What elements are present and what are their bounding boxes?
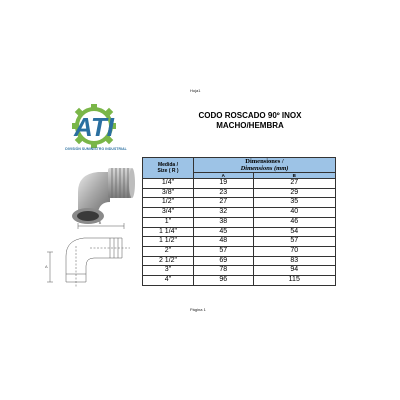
title-line-1: CODO ROSCADO 90º INOX: [198, 111, 302, 120]
technical-drawing: [40, 216, 140, 296]
col-a-header: A: [194, 173, 254, 179]
table-row: [143, 266, 336, 276]
table-row: [143, 256, 336, 266]
dim-a-cell: 57: [194, 246, 254, 256]
dim-a-cell: 38: [194, 217, 254, 227]
col-b-header: B: [253, 173, 335, 179]
dim-a-cell: 69: [194, 256, 254, 266]
dim-b-cell: 27: [253, 179, 335, 189]
size-cell: 3/4": [143, 208, 194, 218]
size-cell: 2": [143, 246, 194, 256]
dim-a-cell: 23: [194, 188, 254, 198]
dimension-label-a: A: [45, 264, 48, 269]
size-cell: 3/8": [143, 188, 194, 198]
dimensions-header-line-2: Dimensions (mm): [240, 165, 289, 172]
dim-b-cell: 46: [253, 217, 335, 227]
table-row: [143, 179, 336, 189]
dimensions-header: [194, 158, 336, 173]
size-cell: 3": [143, 266, 194, 276]
dim-b-cell: 83: [253, 256, 335, 266]
size-cell: 2 1/2": [143, 256, 194, 266]
table-row: [143, 188, 336, 198]
table-row: [143, 198, 336, 208]
dim-a-cell: 48: [194, 237, 254, 247]
dim-a-cell: 27: [194, 198, 254, 208]
dim-a-cell: 96: [194, 276, 254, 286]
dimensions-header-line-1: Dimensiones /: [245, 158, 284, 165]
dim-b-cell: 94: [253, 266, 335, 276]
product-title: [190, 111, 310, 131]
dim-b-cell: 35: [253, 198, 335, 208]
dimension-label-b: B: [98, 220, 102, 225]
dim-a-cell: 45: [194, 227, 254, 237]
size-cell: 1 1/2": [143, 237, 194, 247]
title-line-2: MACHO/HEMBRA: [216, 121, 284, 130]
size-header-line-1: Medida /: [157, 162, 178, 168]
page-footer: Página 1: [190, 307, 206, 312]
table-row: [143, 246, 336, 256]
size-header-line-2: Size ( R ): [157, 168, 179, 174]
logo-text: ATI: [74, 112, 114, 142]
table-row: [143, 237, 336, 247]
logo-caption: DIVISIÓN SUMINISTRO INDUSTRIAL: [65, 147, 127, 151]
dim-a-cell: 32: [194, 208, 254, 218]
sheet-label: Hoja1: [190, 88, 201, 93]
dim-b-cell: 54: [253, 227, 335, 237]
dim-a-cell: 19: [194, 179, 254, 189]
size-header: [143, 158, 194, 179]
size-cell: 1 1/4": [143, 227, 194, 237]
size-cell: 1/2": [143, 198, 194, 208]
size-cell: 1": [143, 217, 194, 227]
table-row: [143, 217, 336, 227]
size-cell: 1/4": [143, 179, 194, 189]
dimensions-table: [142, 157, 336, 286]
table-row: [143, 227, 336, 237]
ati-logo: [56, 100, 132, 152]
dim-b-cell: 70: [253, 246, 335, 256]
dim-b-cell: 29: [253, 188, 335, 198]
table-row: [143, 276, 336, 286]
size-cell: 4": [143, 276, 194, 286]
dim-b-cell: 115: [253, 276, 335, 286]
dim-a-cell: 78: [194, 266, 254, 276]
dim-b-cell: 57: [253, 237, 335, 247]
dim-b-cell: 40: [253, 208, 335, 218]
table-row: [143, 208, 336, 218]
